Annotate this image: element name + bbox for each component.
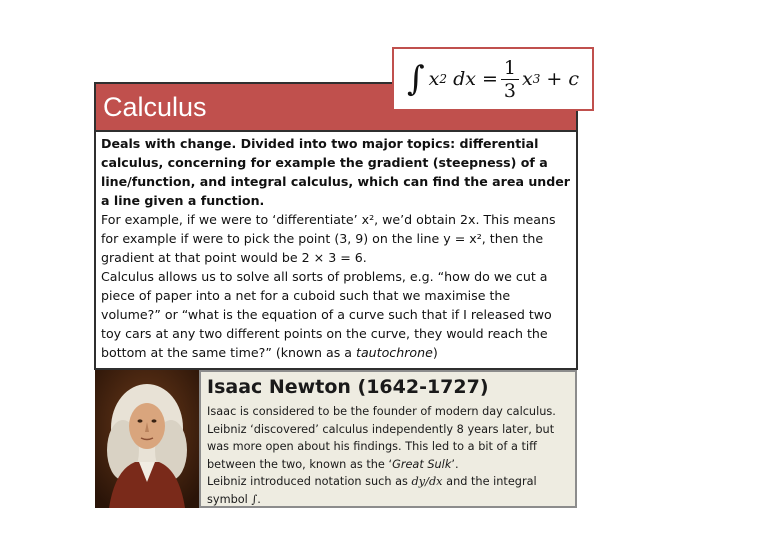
newton-body xyxy=(207,403,571,509)
newton-line-2-text: Leibniz ‘discovered’ calculus independently 8 years later, but was more open about his findings. This led to a bit of a tiff between the two, known as the ‘ xyxy=(207,422,555,471)
formula-denominator: 3 xyxy=(503,79,517,102)
calculus-title: Calculus xyxy=(103,92,207,122)
formula-fraction xyxy=(501,57,519,102)
formula-term-var: x xyxy=(522,68,533,90)
newton-line-3 xyxy=(207,473,571,508)
formula-constant: + c xyxy=(546,68,580,90)
integral-symbol: ∫ xyxy=(251,492,258,506)
calculus-problems-text: Calculus allows us to solve all sorts of problems, e.g. “how do we cut a piece of paper into a net for a cuboid such that we maximise the volume?” or “what is the equation of a curve such that if I released two toy cars at any two different points on the curve, they would reach the bottom at the same time?” (known as a xyxy=(101,269,552,360)
derivative-notation: dy/dx xyxy=(411,475,443,489)
calculus-intro: Deals with change. Divided into two major topics: differential calculus, concerning for example the gradient (steepness) of a line/function, and integral calculus, which can find the area under a line given a function. xyxy=(101,136,571,208)
formula-integrand: x xyxy=(428,68,440,90)
formula-numerator: 1 xyxy=(501,57,519,80)
formula-exponent-1: 2 xyxy=(439,72,448,86)
newton-line-3-mid: and the integral symbol xyxy=(207,475,537,506)
formula-exponent-2: 3 xyxy=(532,72,541,86)
formula-dx: dx = xyxy=(453,68,498,90)
newton-heading: Isaac Newton (1642-1727) xyxy=(207,376,489,398)
integral-sign: ∫ xyxy=(406,59,425,99)
great-sulk-term: Great Sulk xyxy=(392,457,452,471)
newton-info-box xyxy=(199,370,577,508)
newton-line-1: Isaac is considered to be the founder of modern day calculus. xyxy=(207,405,556,418)
tautochrone-term: tautochrone xyxy=(356,345,433,360)
calculus-problems xyxy=(101,267,571,362)
calculus-body xyxy=(101,134,571,362)
integral-formula-box xyxy=(392,47,594,111)
calculus-example: For example, if we were to ‘differentiate’ x², we’d obtain 2x. This means for example if were to pick the point (3, 9) on the line y = x², then the gradient at that point would be 2 × 3 = 6. xyxy=(101,212,556,265)
newton-line-3-text: Leibniz introduced notation such as xyxy=(207,475,412,489)
calculus-problems-end: ) xyxy=(432,345,438,360)
newton-portrait-icon xyxy=(95,370,199,508)
newton-panel xyxy=(95,370,577,508)
newton-line-2-end: ’. xyxy=(451,457,459,471)
newton-line-3-end: . xyxy=(257,492,261,506)
newton-portrait xyxy=(95,370,199,508)
newton-line-2 xyxy=(207,421,571,474)
